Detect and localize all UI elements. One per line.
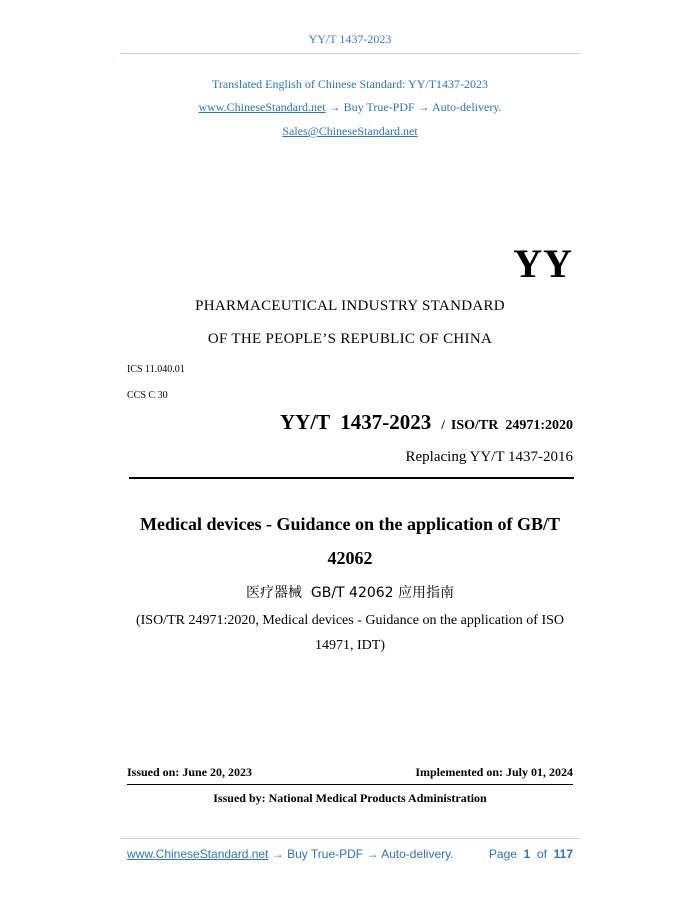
page-number: 1 bbox=[523, 847, 531, 861]
page-label: Page bbox=[488, 847, 517, 861]
title-divider bbox=[129, 477, 574, 479]
standard-number-separator: / bbox=[441, 417, 445, 432]
page-indicator bbox=[489, 847, 573, 861]
standard-number-main: YY/T 1437-2023 bbox=[279, 410, 432, 434]
purchase-notice bbox=[0, 100, 700, 115]
replacing-standard: Replacing YY/T 1437-2016 bbox=[405, 449, 573, 465]
iso-title-line2: 14971, IDT) bbox=[315, 638, 385, 653]
issue-divider bbox=[127, 784, 573, 785]
footer-divider bbox=[120, 838, 580, 839]
implemented-on-date: Implemented on: July 01, 2024 bbox=[415, 765, 573, 779]
header-standard-code: YY/T 1437-2023 bbox=[308, 32, 392, 46]
issuing-authority: Issued by: National Medical Products Administration bbox=[213, 791, 487, 805]
industry-title-line2: OF THE PEOPLE’S REPUBLIC OF CHINA bbox=[207, 331, 493, 347]
purchase-notice-text: → Buy True-PDF → Auto-delivery. bbox=[325, 100, 502, 114]
footer-purchase-text: → Buy True-PDF → Auto-delivery. bbox=[268, 847, 454, 861]
footer-purchase-line bbox=[127, 847, 454, 861]
iso-equivalent: ISO/TR 24971:2020 bbox=[450, 418, 573, 433]
industry-title-line1: PHARMACEUTICAL INDUSTRY STANDARD bbox=[195, 298, 505, 314]
iso-title-line1: (ISO/TR 24971:2020, Medical devices - Guidance on the application of ISO bbox=[135, 613, 565, 628]
standard-category-code: YY bbox=[513, 241, 573, 286]
of-label: of bbox=[536, 847, 547, 861]
site-link[interactable]: www.ChineseStandard.net bbox=[198, 100, 326, 114]
ccs-code: CCS C 30 bbox=[127, 390, 168, 401]
header-divider bbox=[120, 53, 580, 54]
email-link[interactable]: Sales@ChineseStandard.net bbox=[282, 124, 418, 138]
page-total: 117 bbox=[553, 847, 573, 861]
document-title-line1: Medical devices - Guidance on the application of GB/T bbox=[139, 514, 560, 534]
document-title-line2: 42062 bbox=[327, 548, 373, 568]
footer-site-link[interactable]: www.ChineseStandard.net bbox=[127, 847, 269, 861]
standard-number bbox=[280, 410, 573, 435]
chinese-title: 医疗器械 GB/T 42062 应用指南 bbox=[245, 585, 455, 601]
ics-code: ICS 11.040.01 bbox=[127, 364, 185, 375]
issued-on-date: Issued on: June 20, 2023 bbox=[127, 765, 253, 779]
translation-notice: Translated English of Chinese Standard: YY/T1437-2023 bbox=[211, 77, 489, 91]
email-notice bbox=[0, 124, 700, 139]
